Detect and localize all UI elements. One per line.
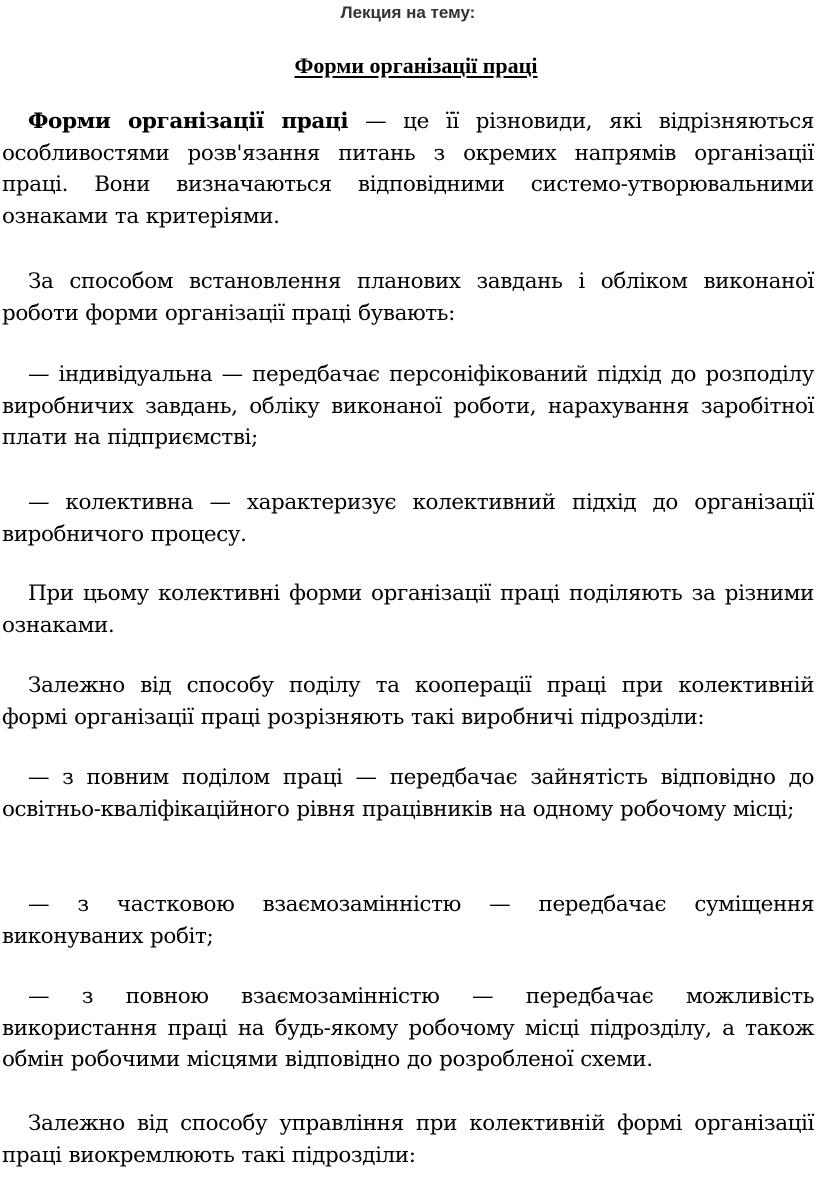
paragraph-text: За способом встановлення планових завдань і обліком виконаної роботи форми організації праці бувають: xyxy=(2,269,814,326)
paragraph-text: Залежно від способу управління при колективній формі організації праці виокремлюють такі підрозділи: xyxy=(2,1111,814,1168)
paragraph-text: — з повною взаємозамінністю — передбачає можливість використання праці на будь-якому робочому місці підрозділу, а також обмін робочими місцями відповідно до розробленої схеми. xyxy=(2,984,814,1073)
lecture-header: Лекция на тему: xyxy=(340,3,476,22)
paragraph-definition xyxy=(2,106,814,233)
paragraph-partial-interchangeability xyxy=(2,889,814,952)
paragraph-text: При цьому колективні форми організації праці поділяють за різними ознаками. xyxy=(2,581,814,638)
paragraph-text: — індивідуальна — передбачає персоніфікований підхід до розподілу виробничих завдань, обліку виконаної роботи, нарахування заробітної плати на підприємстві; xyxy=(2,362,814,451)
page-title: Форми організації праці xyxy=(294,53,538,78)
paragraph-text: Залежно від способу поділу та кооперації праці при колективній формі організації праці розрізняють такі виробничі підрозділи: xyxy=(2,673,814,730)
paragraph-planning xyxy=(2,266,814,329)
paragraph-text: — з повним поділом праці — передбачає зайнятість відповідно до освітньо-кваліфікаційного рівня працівників на одному робочому місці; xyxy=(2,765,814,822)
paragraph-full-interchangeability xyxy=(2,981,814,1076)
paragraph-text: — з частковою взаємозамінністю — передбачає суміщення виконуваних робіт; xyxy=(2,892,814,949)
paragraph-division-cooperation xyxy=(2,670,814,733)
paragraph-lead-term: Форми організації праці xyxy=(28,109,349,134)
paragraph-full-division xyxy=(2,762,814,825)
paragraph-management xyxy=(2,1108,814,1171)
paragraph-collective xyxy=(2,487,814,550)
paragraph-text: — колективна — характеризує колективний підхід до організації виробничого процесу. xyxy=(2,490,814,547)
paragraph-individual xyxy=(2,359,814,454)
paragraph-collective-forms xyxy=(2,578,814,641)
paragraph-text: — це її різновиди, які відрізняються особливостями розв'язання питань з окремих напрямів організації праці. Вони визначаються відповідними системо-утворювальними ознаками та критеріями. xyxy=(2,109,814,230)
